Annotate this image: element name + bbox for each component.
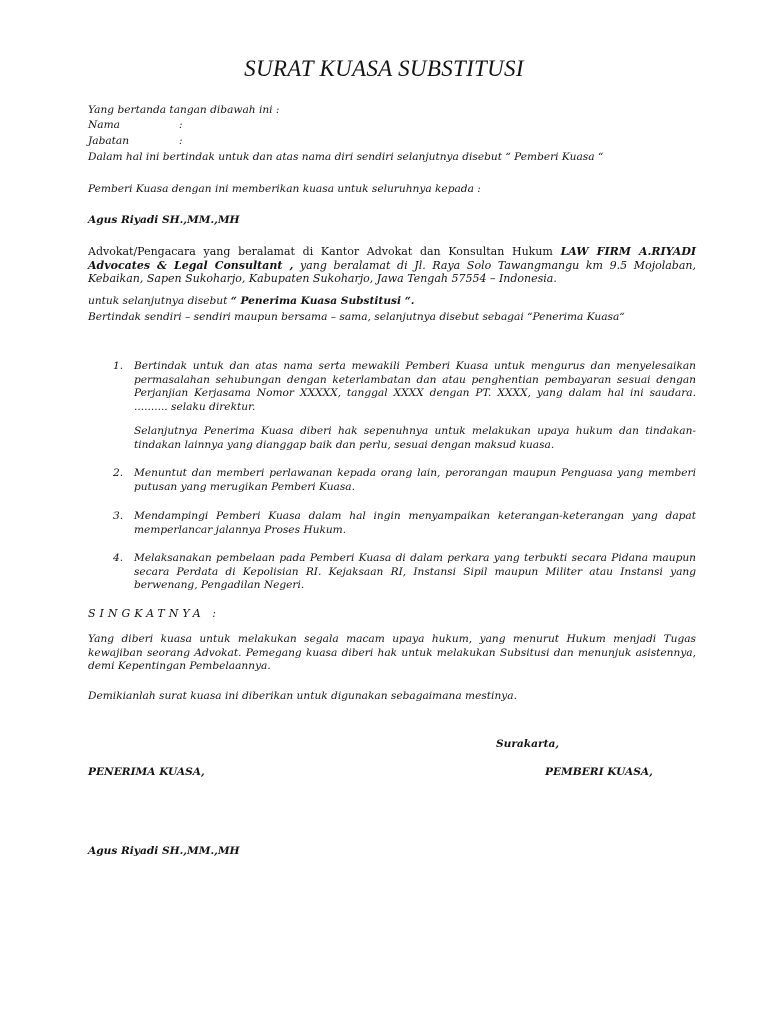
receiver-label: PENERIMA KUASA, bbox=[88, 766, 205, 778]
list-item-1-continued: Selanjutnya Penerima Kuasa diberi hak sepenuhnya untuk melakukan upaya hukum dan tindakan-tindakan lainnya yang dianggap baik dan perlu, sesuai dengan maksud kuasa. bbox=[134, 425, 696, 451]
referred-as bbox=[88, 295, 415, 309]
field-nama-label: Nama bbox=[88, 119, 120, 131]
singkatnya-text: Yang diberi kuasa untuk melakukan segala macam upaya hukum, yang menurut Hukum menjadi Tugas kewajiban seorang Advokat. Pemegang kuasa diberi hak untuk melakukan Subsitusi dan menunjuk asistennya, demi Kepentingan Pembelaannya. bbox=[88, 633, 696, 672]
item-number: 2. bbox=[113, 467, 124, 479]
address-part1: Advokat/Pengacara yang beralamat di Kantor Advokat dan Konsultan Hukum bbox=[88, 245, 561, 258]
field-jabatan-sep: : bbox=[179, 135, 183, 147]
field-nama-sep: : bbox=[179, 119, 183, 131]
page-title: SURAT KUASA SUBSTITUSI bbox=[244, 56, 524, 81]
field-jabatan-label: Jabatan bbox=[88, 135, 130, 147]
giver-label: PEMBERI KUASA, bbox=[545, 766, 653, 778]
referred-bold: “ Penerima Kuasa Substitusi “. bbox=[230, 295, 415, 307]
list-item-3: Mendampingi Pemberi Kuasa dalam hal ingin menyampaikan keterangan-keterangan yang dapat memperlancar jalannya Proses Hukum. bbox=[134, 510, 696, 536]
grant-statement: Pemberi Kuasa dengan ini memberikan kuasa untuk seluruhnya kepada : bbox=[88, 183, 481, 195]
list-item-4: Melaksanakan pembelaan pada Pemberi Kuasa di dalam perkara yang terbukti secara Pidana maupun secara Perdata di Kepolisian RI. Kejaksaan RI, Instansi Sipil maupun Militer atau Instansi yang berwenang, Pengadilan Negeri. bbox=[134, 552, 696, 591]
referred-prefix: untuk selanjutnya disebut bbox=[88, 295, 231, 307]
signatory-name: Agus Riyadi SH.,MM.,MH bbox=[88, 845, 240, 857]
item-number: 1. bbox=[113, 360, 124, 372]
acting-statement: Dalam hal ini bertindak untuk dan atas nama diri sendiri selanjutnya disebut “ Pemberi Kuasa “ bbox=[88, 151, 604, 163]
acting-statement-2: Bertindak sendiri – sendiri maupun bersama – sama, selanjutnya disebut sebagai “Penerima Kuasa“ bbox=[88, 311, 625, 323]
address-part2: yang beralamat di Jl. Raya Solo Tawangmangu km 9.5 Mojolaban, Kebaikan, Sapen Sukoharjo, Kabupaten Sukoharjo, Jawa Tengah 57554 – Indonesia. bbox=[88, 258, 696, 285]
attorney-address bbox=[88, 245, 696, 286]
intro-line: Yang bertanda tangan dibawah ini : bbox=[88, 104, 280, 116]
place-label: Surakarta, bbox=[496, 738, 560, 750]
singkatnya-heading: SINGKATNYA : bbox=[88, 607, 220, 620]
closing-statement: Demikianlah surat kuasa ini diberikan untuk digunakan sebagaimana mestinya. bbox=[88, 690, 517, 702]
item-number: 4. bbox=[113, 552, 124, 564]
firm-name: LAW FIRM A.RIYADI Advocates & Legal Consultant , bbox=[88, 245, 697, 272]
attorney-name: Agus Riyadi SH.,MM.,MH bbox=[88, 214, 240, 226]
item-number: 3. bbox=[113, 510, 124, 522]
list-item-1: Bertindak untuk dan atas nama serta mewakili Pemberi Kuasa untuk mengurus dan menyelesaikan permasalahan sehubungan dengan keterlambatan dan atau penghentian pembayaran sesuai dengan Perjanjian Kerjasama Nomor XXXXX, tanggal XXXX dengan PT. XXXX, yang dalam hal ini saudara. .......... selaku direktur. bbox=[134, 360, 696, 413]
list-item-2: Menuntut dan memberi perlawanan kepada orang lain, perorangan maupun Penguasa yang memberi putusan yang merugikan Pemberi Kuasa. bbox=[134, 467, 696, 493]
